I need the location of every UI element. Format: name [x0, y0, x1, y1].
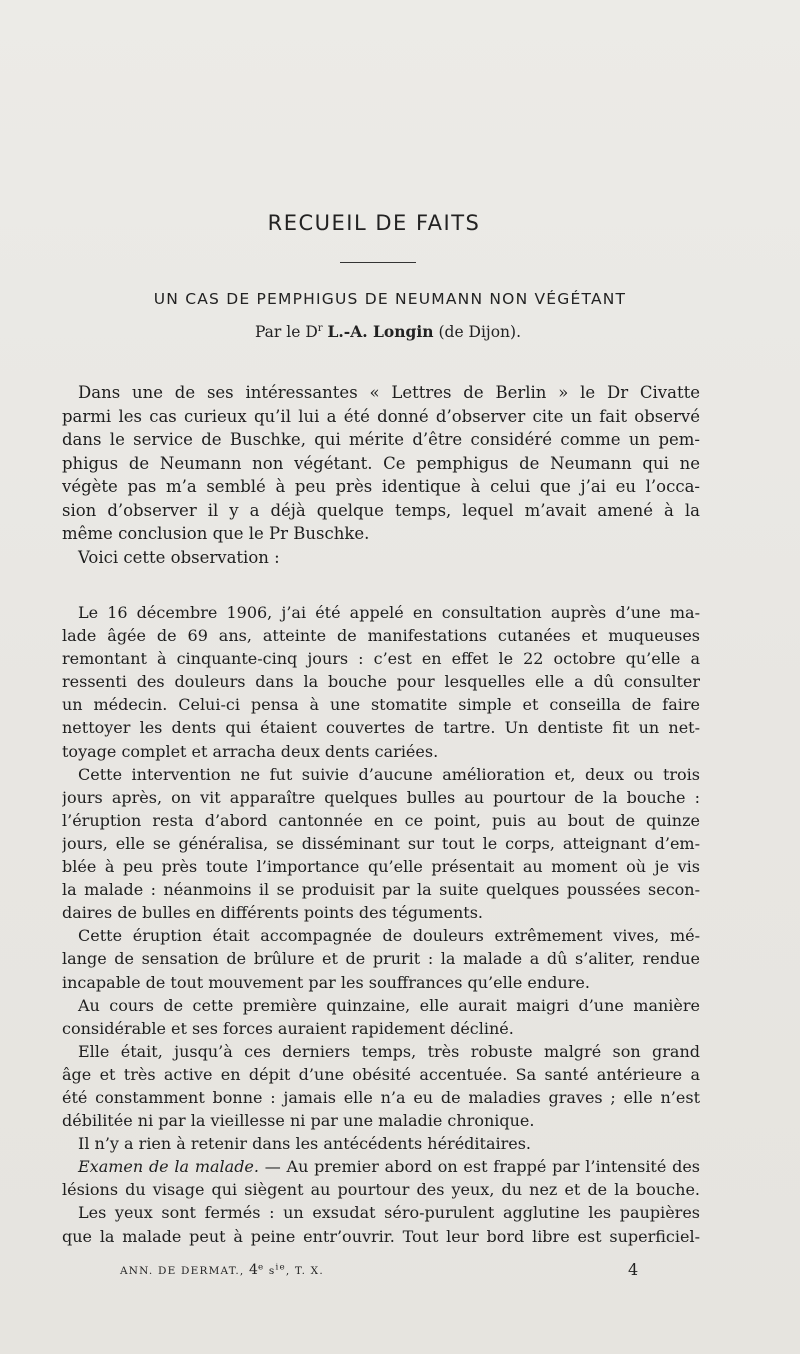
text-line: Le 16 décembre 1906, j’ai été appelé en consultation auprès d’une ma- [78, 603, 700, 622]
text-line: Dans une de ses intéressantes « Lettres de Berlin » le Dr Civatte [78, 383, 700, 402]
article-title: UN CAS DE PEMPHIGUS DE NEUMANN NON VÉGÉTANT [153, 290, 627, 308]
text-line: Au cours de cette première quinzaine, elle aurait maigri d’une manière [78, 995, 700, 1015]
text-line: Cette intervention ne fut suivie d’aucune amélioration et, deux ou trois [78, 764, 700, 784]
text-line: même conclusion que le Pr Buschke. [62, 524, 370, 543]
text-line: que la malade peut à peine entr’ouvrir. Tout leur bord libre est superficiel- [62, 1226, 700, 1246]
footer-series-sup-ie: ie [275, 1262, 286, 1273]
text-line: dans le service de Buschke, qui mérite d’être considéré comme un pem- [62, 430, 700, 449]
observation-text [62, 601, 700, 1248]
text-line: Voici cette observation : [78, 547, 280, 567]
text-line: Les yeux sont fermés : un exsudat séro-purulent agglutine les paupières [78, 1203, 700, 1223]
text-line: jours, elle se généralisa, se disséminant sur tout le corps, atteignant d’em- [62, 833, 700, 853]
text-line: lade âgée de 69 ans, atteinte de manifestations cutanées et muqueuses [62, 626, 700, 646]
examen-heading: Examen de la malade. [78, 1157, 259, 1177]
text-line: sion d’observer il y a déjà quelque temps, lequel m’avait amené à la [62, 500, 700, 520]
text-line: un médecin. Celui-ci pensa à une stomatite simple et conseilla de faire [62, 695, 700, 715]
text-line: toyage complet et arracha deux dents cariées. [62, 741, 439, 761]
text-line: lésions du visage qui siègent au pourtour des yeux, du nez et de la bouche. [62, 1180, 700, 1200]
text-line: jours après, on vit apparaître quelques bulles au pourtour de la bouche : [62, 787, 700, 807]
byline [0, 322, 776, 341]
footer-journal: ANN. DE DERMAT., [120, 1265, 245, 1277]
text-line: incapable de tout mouvement par les souffrances qu’elle endure. [62, 972, 590, 992]
text-line: été constamment bonne : jamais elle n’a eu de maladies graves ; elle n’est [62, 1087, 700, 1107]
byline-suffix: (de Dijon). [438, 323, 522, 341]
examen-text: — Au premier abord on est frappé par l’intensité des [264, 1157, 700, 1177]
text-line: remontant à cinquante-cinq jours : c’est en effet le 22 octobre qu’elle a [62, 649, 700, 669]
title-divider [340, 262, 416, 263]
text-line: âge et très active en dépit d’une obésité accentuée. Sa santé antérieure a [62, 1064, 700, 1084]
text-line: daires de bulles en différents points des téguments. [62, 903, 484, 923]
footer-series-sup-e: e [257, 1262, 265, 1273]
text-line: ressenti des douleurs dans la bouche pour lesquelles elle a dû consulter [62, 672, 700, 692]
byline-prefix-sup: r [317, 322, 323, 334]
text-line: nettoyer les dents qui étaient couvertes de tartre. Un dentiste fit un net- [62, 718, 700, 738]
footer-series-label: s [268, 1265, 276, 1277]
byline-author: L.-A. Longin [327, 322, 434, 341]
intro-paragraph [62, 381, 700, 569]
text-line: Il n’y a rien à retenir dans les antécédents héréditaires. [78, 1134, 532, 1154]
running-footer [120, 1262, 324, 1278]
text-line: blée à peu près toute l’importance qu’elle présentait au moment où je vis [62, 857, 700, 877]
text-line: lange de sensation de brûlure et de prurit : la malade a dû s’aliter, rendue [62, 949, 700, 969]
page-number: 4 [628, 1260, 639, 1279]
text-line: parmi les cas curieux qu’il lui a été donné d’observer cite un fait observé [62, 406, 700, 426]
examen-line [62, 1155, 700, 1178]
footer-series-num: 4 [249, 1262, 258, 1278]
text-line: considérable et ses forces auraient rapidement décliné. [62, 1018, 514, 1038]
text-line: la malade : néanmoins il se produisit par la suite quelques poussées secon- [62, 880, 700, 900]
text-line: phigus de Neumann non végétant. Ce pemphigus de Neumann qui ne [62, 453, 700, 473]
byline-prefix: Par le D [254, 323, 318, 341]
text-line: débilitée ni par la vieillesse ni par une maladie chronique. [62, 1111, 535, 1131]
footer-tome: , T. X. [285, 1265, 324, 1277]
text-line: végète pas m’a semblé à peu près identique à celui que j’ai eu l’occa- [62, 477, 700, 496]
text-line: l’éruption resta d’abord cantonnée en ce point, puis au bout de quinze [62, 810, 700, 830]
text-line: Cette éruption était accompagnée de douleurs extrêmement vives, mé- [78, 926, 700, 946]
text-line: Elle était, jusqu’à ces derniers temps, très robuste malgré son grand [78, 1041, 700, 1061]
section-title: RECUEIL DE FAITS [267, 211, 481, 235]
